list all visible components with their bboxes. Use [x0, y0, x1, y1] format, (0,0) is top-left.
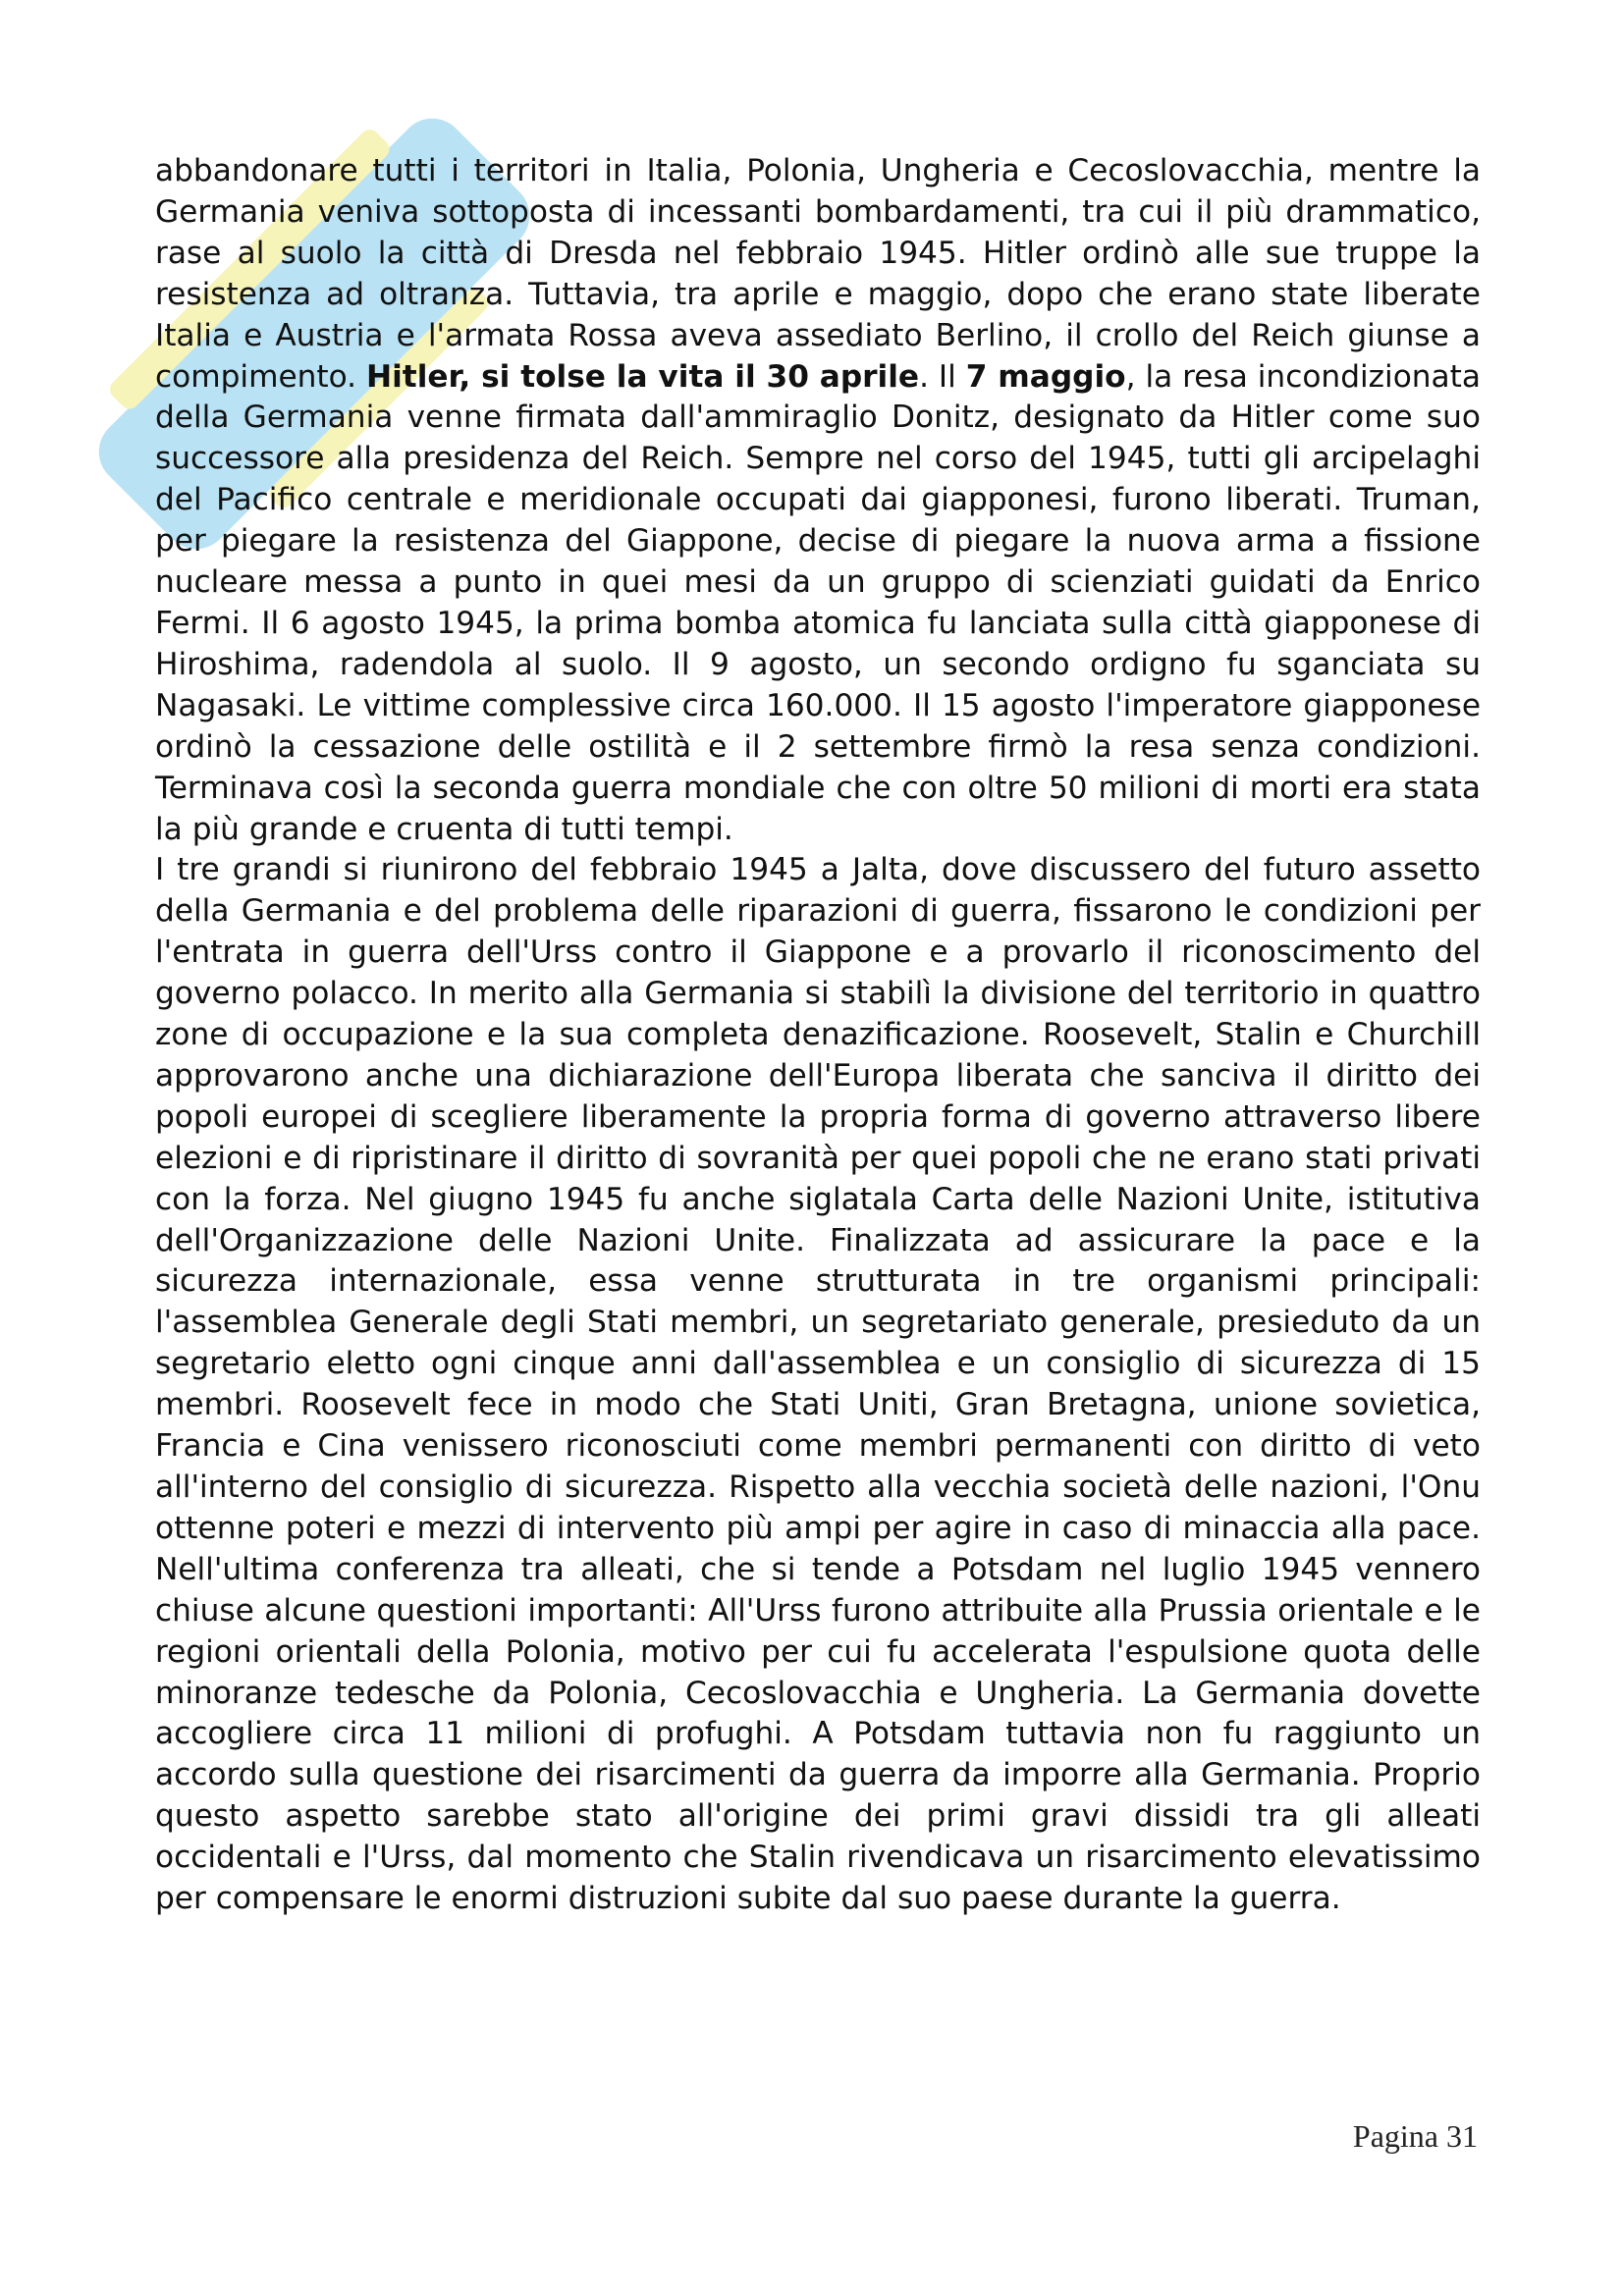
paragraph-1-text-b: . Il [919, 358, 966, 395]
page-number: Pagina 31 [1352, 2118, 1478, 2154]
paragraph-2: I tre grandi si riunirono del febbraio 1945 a Jalta, dove discussero del futuro assetto della Germania e del problema delle riparazioni di guerra, fissarono le condizioni per l'entrata in guerra dell'Urss contro il Giappone e a provarlo il riconoscimento del governo polacco. In merito alla Germania si stabilì la divisione del territorio in quattro zone di occupazione e la sua completa denazificazione. Roosevelt, Stalin e Churchill approvarono anche una dichiarazione dell'Europa liberata che sanciva il diritto dei popoli europei di scegliere liberamente la propria forma di governo attraverso libere elezioni e di ripristinare il diritto di sovranità per quei popoli che ne erano stati privati con la forza. Nel giugno 1945 fu anche siglatala Carta delle Nazioni Unite, istitutiva dell'Organizzazione delle Nazioni Unite. Finalizzata ad assicurare la pace e la sicurezza internazionale, essa venne strutturata in tre organismi principali: l'assemblea Generale degli Stati membri, un segretariato generale, presieduto da un segretario eletto ogni cinque anni dall'assemblea e un consiglio di sicurezza di 15 membri. Roosevelt fece in modo che Stati Uniti, Gran Bretagna, unione sovietica, Francia e Cina venissero riconosciuti come membri permanenti con diritto di veto all'interno del consiglio di sicurezza. Rispetto alla vecchia società delle nazioni, l'Onu ottenne poteri e mezzi di intervento più ampi per agire in caso di minaccia alla pace. Nell'ultima conferenza tra alleati, che si tende a Potsdam nel luglio 1945 vennero chiuse alcune questioni importanti: All'Urss furono attribuite alla Prussia orientale e le regioni orientali della Polonia, motivo per cui fu accelerata l'espulsione quota delle minoranze tedesche da Polonia, Cecoslovacchia e Ungheria. La Germania dovette accogliere circa 11 milioni di profughi. A Potsdam tuttavia non fu raggiunto un accordo sulla questione dei risarcimenti da guerra da imporre alla Germania. Proprio questo aspetto sarebbe stato all'origine dei primi gravi dissidi tra gli alleati occidentali e l'Urss, dal momento che Stalin rivendicava un risarcimento elevatissimo per compensare le enormi distruzioni subite dal suo paese durante la guerra. [155, 852, 1481, 1917]
paragraph-1 [155, 151, 1481, 850]
paragraph-1-text-a: abbandonare tutti i territori in Italia, Polonia, Ungheria e Cecoslovacchia, mentre la Germania veniva sottoposta di incessanti bombardamenti, tra cui il più drammatico, rase al suolo la città di Dresda nel febbraio 1945. Hitler ordinò alle sue truppe la resistenza ad oltranza. Tuttavia, tra aprile e maggio, dopo che erano state liberate Italia e Austria e l'armata Rossa aveva assediato Berlino, il crollo del Reich giunse a compimento. [155, 153, 1481, 395]
bold-7-maggio: 7 maggio [965, 358, 1126, 395]
body-text [155, 151, 1481, 1920]
bold-hitler-death: Hitler, si tolse la vita il 30 aprile [366, 358, 920, 395]
paragraph-1-text-c: , la resa incondizionata della Germania venne firmata dall'ammiraglio Donitz, designato da Hitler come suo successore alla presidenza del Reich. Sempre nel corso del 1945, tutti gli arcipelaghi del Pacifico centrale e meridionale occupati dai giapponesi, furono liberati. Truman, per piegare la resistenza del Giappone, decise di piegare la nuova arma a fissione nucleare messa a punto in quei mesi da un gruppo di scienziati guidati da Enrico Fermi. Il 6 agosto 1945, la prima bomba atomica fu lanciata sulla città giapponese di Hiroshima, radendola al suolo. Il 9 agosto, un secondo ordigno fu sganciata su Nagasaki. Le vittime complessive circa 160.000. Il 15 agosto l'imperatore giapponese ordinò la cessazione delle ostilità e il 2 settembre firmò la resa senza condizioni. Terminava così la seconda guerra mondiale che con oltre 50 milioni di morti era stata la più grande e cruenta di tutti tempi. [155, 358, 1481, 847]
